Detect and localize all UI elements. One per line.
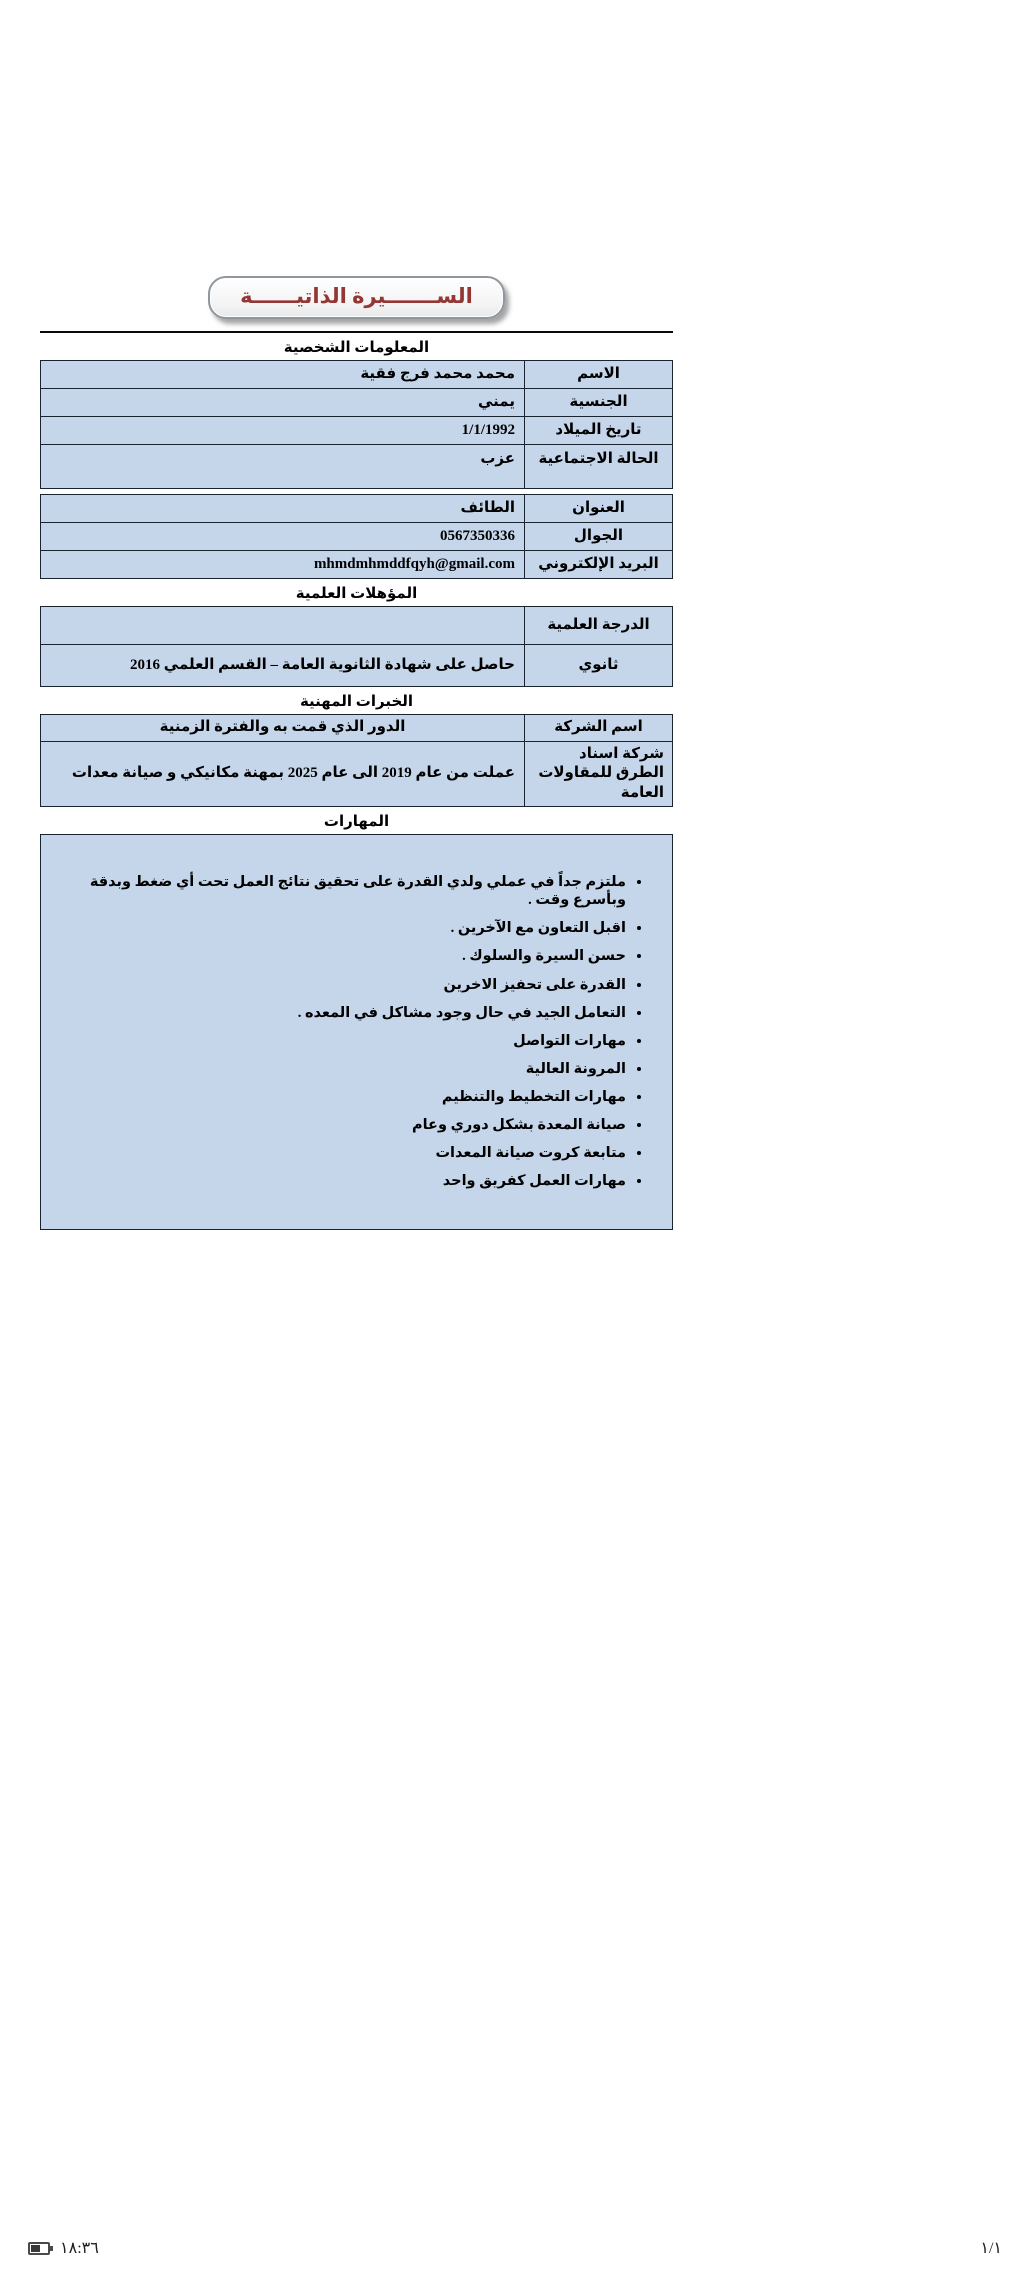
skill-item: • التعامل الجيد في حال وجود مشاكل في المعده .	[61, 1004, 626, 1022]
row-label: الاسم	[525, 361, 673, 389]
skills-list	[61, 873, 642, 1191]
title-divider	[40, 331, 673, 333]
row-label: تاريخ الميلاد	[525, 417, 673, 445]
row-label: العنوان	[525, 495, 673, 523]
row-label: الجوال	[525, 523, 673, 551]
column-header-company: اسم الشركة	[525, 715, 673, 742]
row-value: الطائف	[41, 495, 525, 523]
title-banner-row	[40, 276, 673, 319]
page-indicator: ١/١	[980, 2240, 1002, 2257]
row-value: عزب	[41, 445, 525, 489]
skill-item: • حسن السيرة والسلوك .	[61, 947, 626, 965]
row-value: حاصل على شهادة الثانوية العامة – القسم العلمي 2016	[41, 645, 525, 687]
section-heading-personal: المعلومات الشخصية	[283, 340, 430, 356]
skill-item: • مهارات العمل كفريق واحد	[61, 1172, 626, 1190]
skill-item: • المرونة العالية	[61, 1060, 626, 1078]
table-row	[41, 417, 673, 445]
row-label: ثانوي	[525, 645, 673, 687]
table-row	[41, 741, 673, 807]
row-label: الحالة الاجتماعية	[525, 445, 673, 489]
table-row	[41, 361, 673, 389]
personal-info-table-top	[40, 360, 673, 489]
skill-item: • متابعة كروت صيانة المعدات	[61, 1144, 626, 1162]
battery-icon	[28, 2242, 50, 2255]
table-row	[41, 607, 673, 645]
section-heading-qualifications: المؤهلات العلمية	[295, 586, 418, 602]
cv-title-banner	[208, 276, 505, 319]
table-row	[41, 645, 673, 687]
table-row	[41, 445, 673, 489]
company-name: شركة اسناد الطرق للمقاولات العامة	[525, 741, 673, 807]
footer-status	[28, 2238, 99, 2258]
personal-info-table-bottom	[40, 494, 673, 579]
skill-item: • القدرة على تحفيز الاخرين	[61, 976, 626, 994]
row-label: الدرجة العلمية	[525, 607, 673, 645]
row-value: 0567350336	[41, 523, 525, 551]
section-heading-experience: الخبرات المهنية	[299, 694, 414, 710]
role-description: عملت من عام 2019 الى عام 2025 بمهنة مكانيكي و صيانة معدات	[41, 741, 525, 807]
skill-item: • مهارات التخطيط والتنظيم	[61, 1088, 626, 1106]
table-row	[41, 389, 673, 417]
section-heading-skills: المهارات	[323, 814, 390, 830]
viewer-footer	[0, 2232, 1024, 2266]
clock-time: ١٨:٣٦	[60, 2240, 99, 2257]
table-row	[41, 551, 673, 579]
row-value	[41, 607, 525, 645]
qualifications-table	[40, 606, 673, 687]
cv-document	[40, 0, 673, 1230]
table-row	[41, 523, 673, 551]
row-label: الجنسية	[525, 389, 673, 417]
table-header-row	[41, 715, 673, 742]
skill-item: • مهارات التواصل	[61, 1032, 626, 1050]
skill-item: • اقبل التعاون مع الآخرين .	[61, 919, 626, 937]
table-row	[41, 495, 673, 523]
skill-item: • ملتزم جداً في عملي ولدي القدرة على تحقيق نتائج العمل تحت أي ضغط وبدقة وبأسرع وقت .	[61, 873, 626, 909]
row-value: محمد محمد فرج فقية	[41, 361, 525, 389]
row-value: يمني	[41, 389, 525, 417]
skills-box	[40, 834, 673, 1230]
skill-item: • صيانة المعدة بشكل دوري وعام	[61, 1116, 626, 1134]
row-value: 1/1/1992	[41, 417, 525, 445]
cv-title: الســـــــيرة الذاتيــــــة	[240, 284, 473, 308]
experience-table	[40, 714, 673, 807]
row-label: البريد الإلكتروني	[525, 551, 673, 579]
column-header-role: الدور الذي قمت به والفترة الزمنية	[41, 715, 525, 742]
row-value: mhmdmhmddfqyh@gmail.com	[41, 551, 525, 579]
